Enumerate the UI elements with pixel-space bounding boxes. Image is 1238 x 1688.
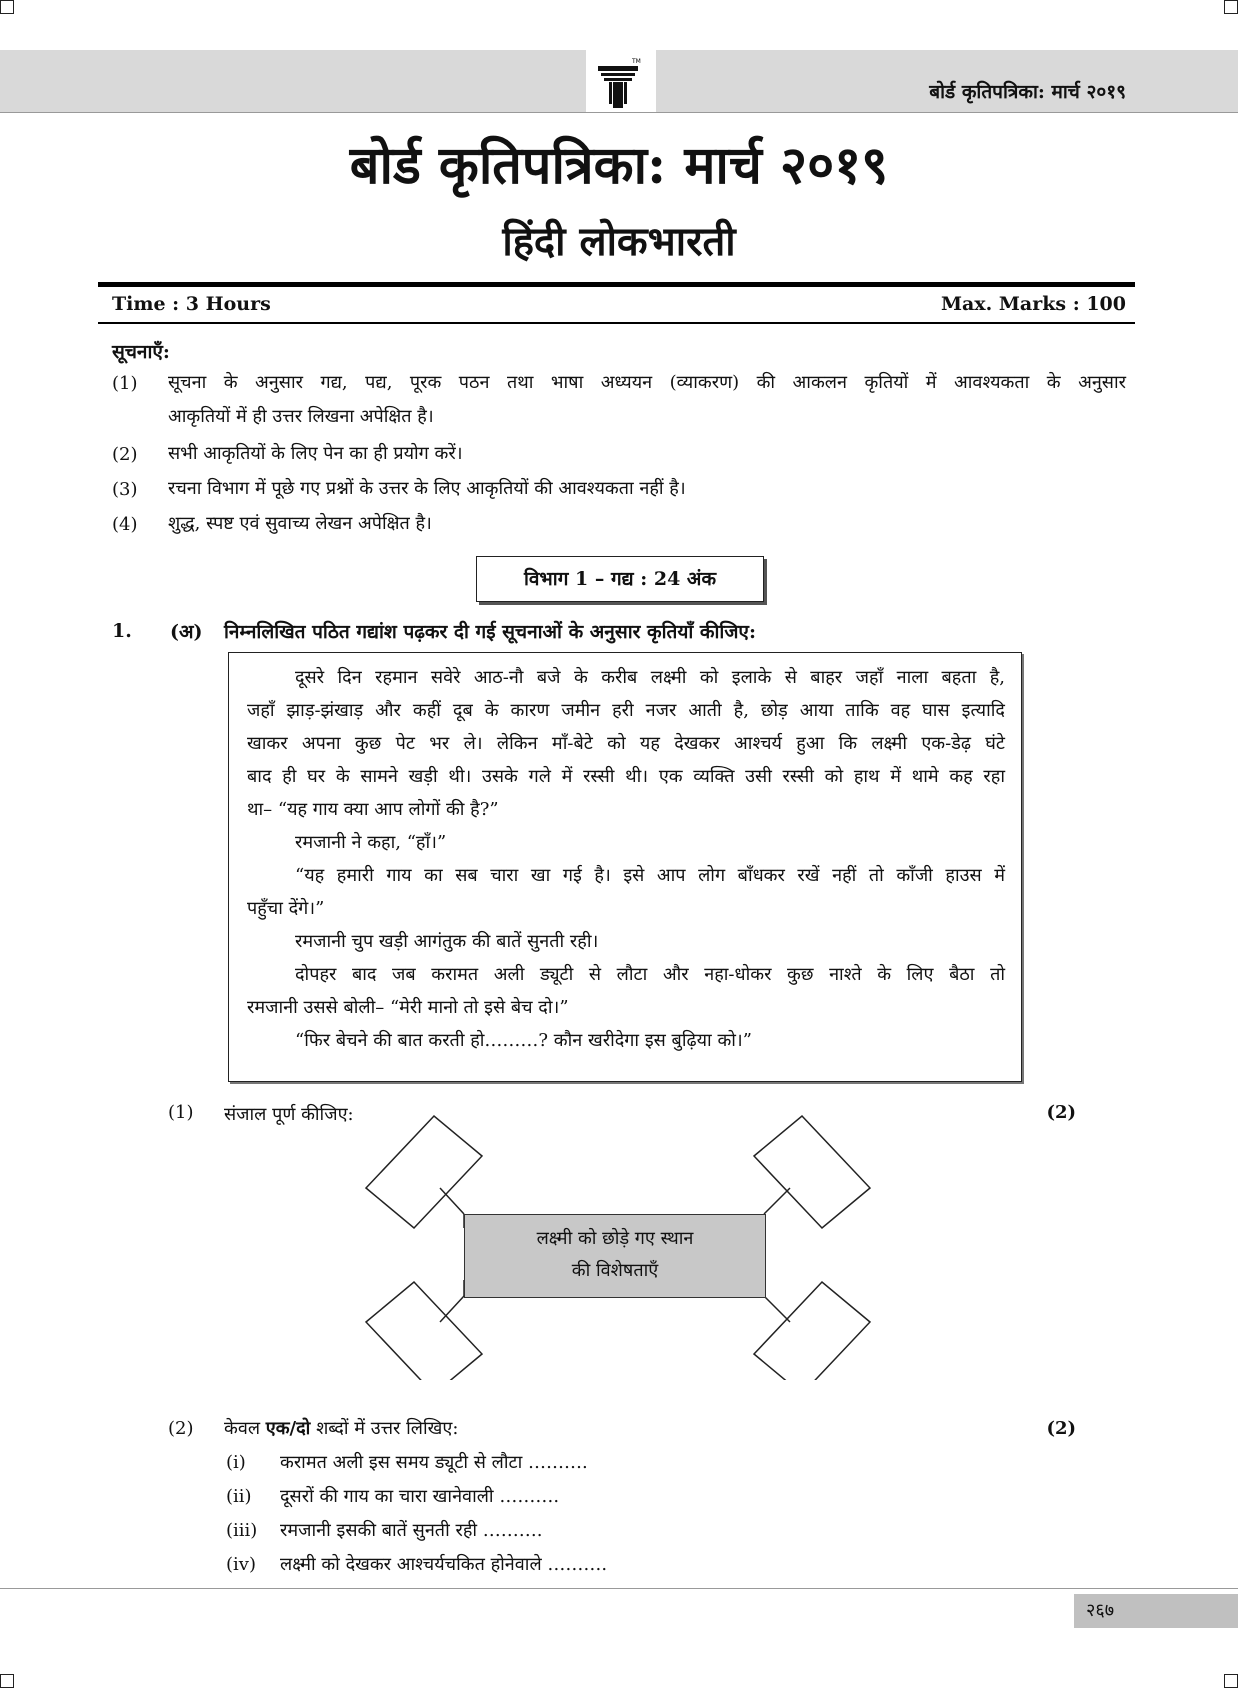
page-number: २६७ [1074, 1594, 1238, 1628]
instruction-number: (4) [112, 514, 138, 535]
crop-mark-top-right [1224, 0, 1238, 14]
connector-line [764, 1188, 790, 1214]
instruction-line: आकृतियों में ही उत्तर लिखना अपेक्षित है। [168, 406, 434, 427]
header-divider [0, 112, 1238, 113]
answer-item-number: (iv) [226, 1554, 256, 1575]
page-title: बोर्ड कृतिपत्रिका: मार्च २०१९ [349, 135, 889, 196]
passage-line: जहाँ झाड़-झंखाड़ और कहीं दूब के कारण जमीन हरी नजर आती है, छोड़ आया ताकि वह घास इत्यादि [247, 700, 1005, 721]
connector-line [440, 1296, 464, 1322]
subquestion-text [224, 1416, 458, 1440]
web-center-line: की विशेषताएँ [571, 1260, 659, 1281]
passage-line: दोपहर बाद जब करामत अली ड्यूटी से लौटा और नहा-धोकर कुछ नाश्ते के लिए बैठा तो [295, 964, 1005, 985]
instruction-item: शुद्ध, स्पष्ट एवं सुवाच्य लेखन अपेक्षित है। [168, 513, 432, 534]
answer-item-text: लक्ष्मी को देखकर आश्चर्यचकित होनेवाले ………. [280, 1554, 608, 1575]
passage-line: रमजानी चुप खड़ी आगंतुक की बातें सुनती रही। [295, 931, 599, 952]
web-center-line: लक्ष्मी को छोड़े गए स्थान [536, 1228, 694, 1249]
crop-mark-bottom-right [1224, 1674, 1238, 1688]
title-rule-thin [98, 322, 1135, 324]
exam-time: Time : 3 Hours [112, 293, 271, 315]
answer-item-text: रमजानी इसकी बातें सुनती रही ………. [280, 1520, 543, 1541]
instruction-line: सूचना के अनुसार गद्य, पद्य, पूरक पठन तथा भाषा अध्ययन (व्याकरण) की आकलन कृतियों में आवश्यकता के अनुसार [168, 372, 1126, 393]
footer-divider [0, 1588, 1238, 1589]
answer-item-number: (ii) [226, 1486, 252, 1507]
passage-line: “यह हमारी गाय का सब चारा खा गई है। इसे आप लोग बाँधकर रखें नहीं तो काँजी हाउस में [295, 865, 1005, 886]
subquestion-number: (1) [168, 1102, 194, 1123]
logo-tm: TM [632, 58, 641, 65]
subquestion-text-bold: एक/दो [265, 1418, 311, 1439]
passage-line: पहुँचा देंगे।” [247, 898, 325, 919]
crop-mark-top-left [0, 0, 14, 14]
passage-line: “फिर बेचने की बात करती हो………? कौन खरीदेगा इस बुढ़िया को।” [295, 1030, 752, 1051]
instruction-item: सभी आकृतियों के लिए पेन का ही प्रयोग करें। [168, 443, 463, 464]
question-number: 1. [112, 620, 132, 642]
passage-line: दूसरे दिन रहमान सवेरे आठ-नौ बजे के करीब लक्ष्मी को इलाके से बाहर जहाँ नाला बहता है, [295, 667, 1005, 688]
subject-title: हिंदी लोकभारती [502, 218, 736, 265]
passage-line: रमजानी उससे बोली– “मेरी मानो तो इसे बेच दो।” [247, 997, 569, 1018]
subquestion-text-post: शब्दों में उत्तर लिखिए: [310, 1418, 459, 1439]
instruction-number: (3) [112, 479, 138, 500]
passage-line: खाकर अपना कुछ पेट भर ले। लेकिन माँ-बेटे को यह देखकर आश्चर्य हुआ कि लक्ष्मी एक-डेढ़ घंटे [247, 733, 1005, 754]
web-center-box [464, 1214, 766, 1298]
subquestion-number: (2) [168, 1418, 194, 1439]
running-header-title: बोर्ड कृतिपत्रिका: मार्च २०१९ [929, 81, 1126, 103]
publisher-logo-icon [594, 54, 646, 110]
answer-item-text: करामत अली इस समय ड्यूटी से लौटा ………. [280, 1452, 588, 1473]
instruction-item: रचना विभाग में पूछे गए प्रश्नों के उत्तर के लिए आकृतियों की आवश्यकता नहीं है। [168, 478, 686, 499]
crop-mark-bottom-left [0, 1674, 14, 1688]
passage-line: रमजानी ने कहा, “हाँ।” [295, 832, 447, 853]
connector-line [764, 1296, 790, 1322]
section-heading-box: विभाग 1 – गद्य : 24 अंक [476, 556, 764, 602]
answer-item-text: दूसरों की गाय का चारा खानेवाली ………. [280, 1486, 560, 1507]
subquestion-text: संजाल पूर्ण कीजिए: [224, 1104, 354, 1125]
subquestion-marks: (2) [1046, 1418, 1076, 1439]
instructions-heading: सूचनाएँ: [112, 341, 170, 363]
instruction-number: (1) [112, 373, 138, 394]
answer-box-bottom-right[interactable] [754, 1282, 870, 1380]
question-text: निम्नलिखित पठित गद्यांश पढ़कर दी गई सूचनाओं के अनुसार कृतियाँ कीजिए: [224, 621, 756, 643]
answer-box-top-right[interactable] [754, 1116, 870, 1228]
subquestion-marks: (2) [1046, 1102, 1076, 1123]
passage-line: बाद ही घर के सामने खड़ी थी। उसके गले में रस्सी थी। एक व्यक्ति उसी रस्सी को हाथ में थामे कह रहा [247, 766, 1005, 787]
question-sub-label: (अ) [170, 621, 203, 643]
answer-item-number: (i) [226, 1452, 246, 1473]
subquestion-text-pre: केवल [224, 1418, 266, 1439]
title-rule-thick [98, 282, 1135, 287]
passage-line: था– “यह गाय क्या आप लोगों की है?” [247, 799, 499, 820]
passage-box [228, 652, 1022, 1082]
instruction-item [168, 366, 1126, 434]
answer-box-top-left[interactable] [366, 1116, 482, 1228]
connector-line [440, 1188, 464, 1214]
exam-max-marks: Max. Marks : 100 [940, 293, 1126, 315]
answer-item-number: (iii) [226, 1520, 258, 1541]
instruction-number: (2) [112, 444, 138, 465]
